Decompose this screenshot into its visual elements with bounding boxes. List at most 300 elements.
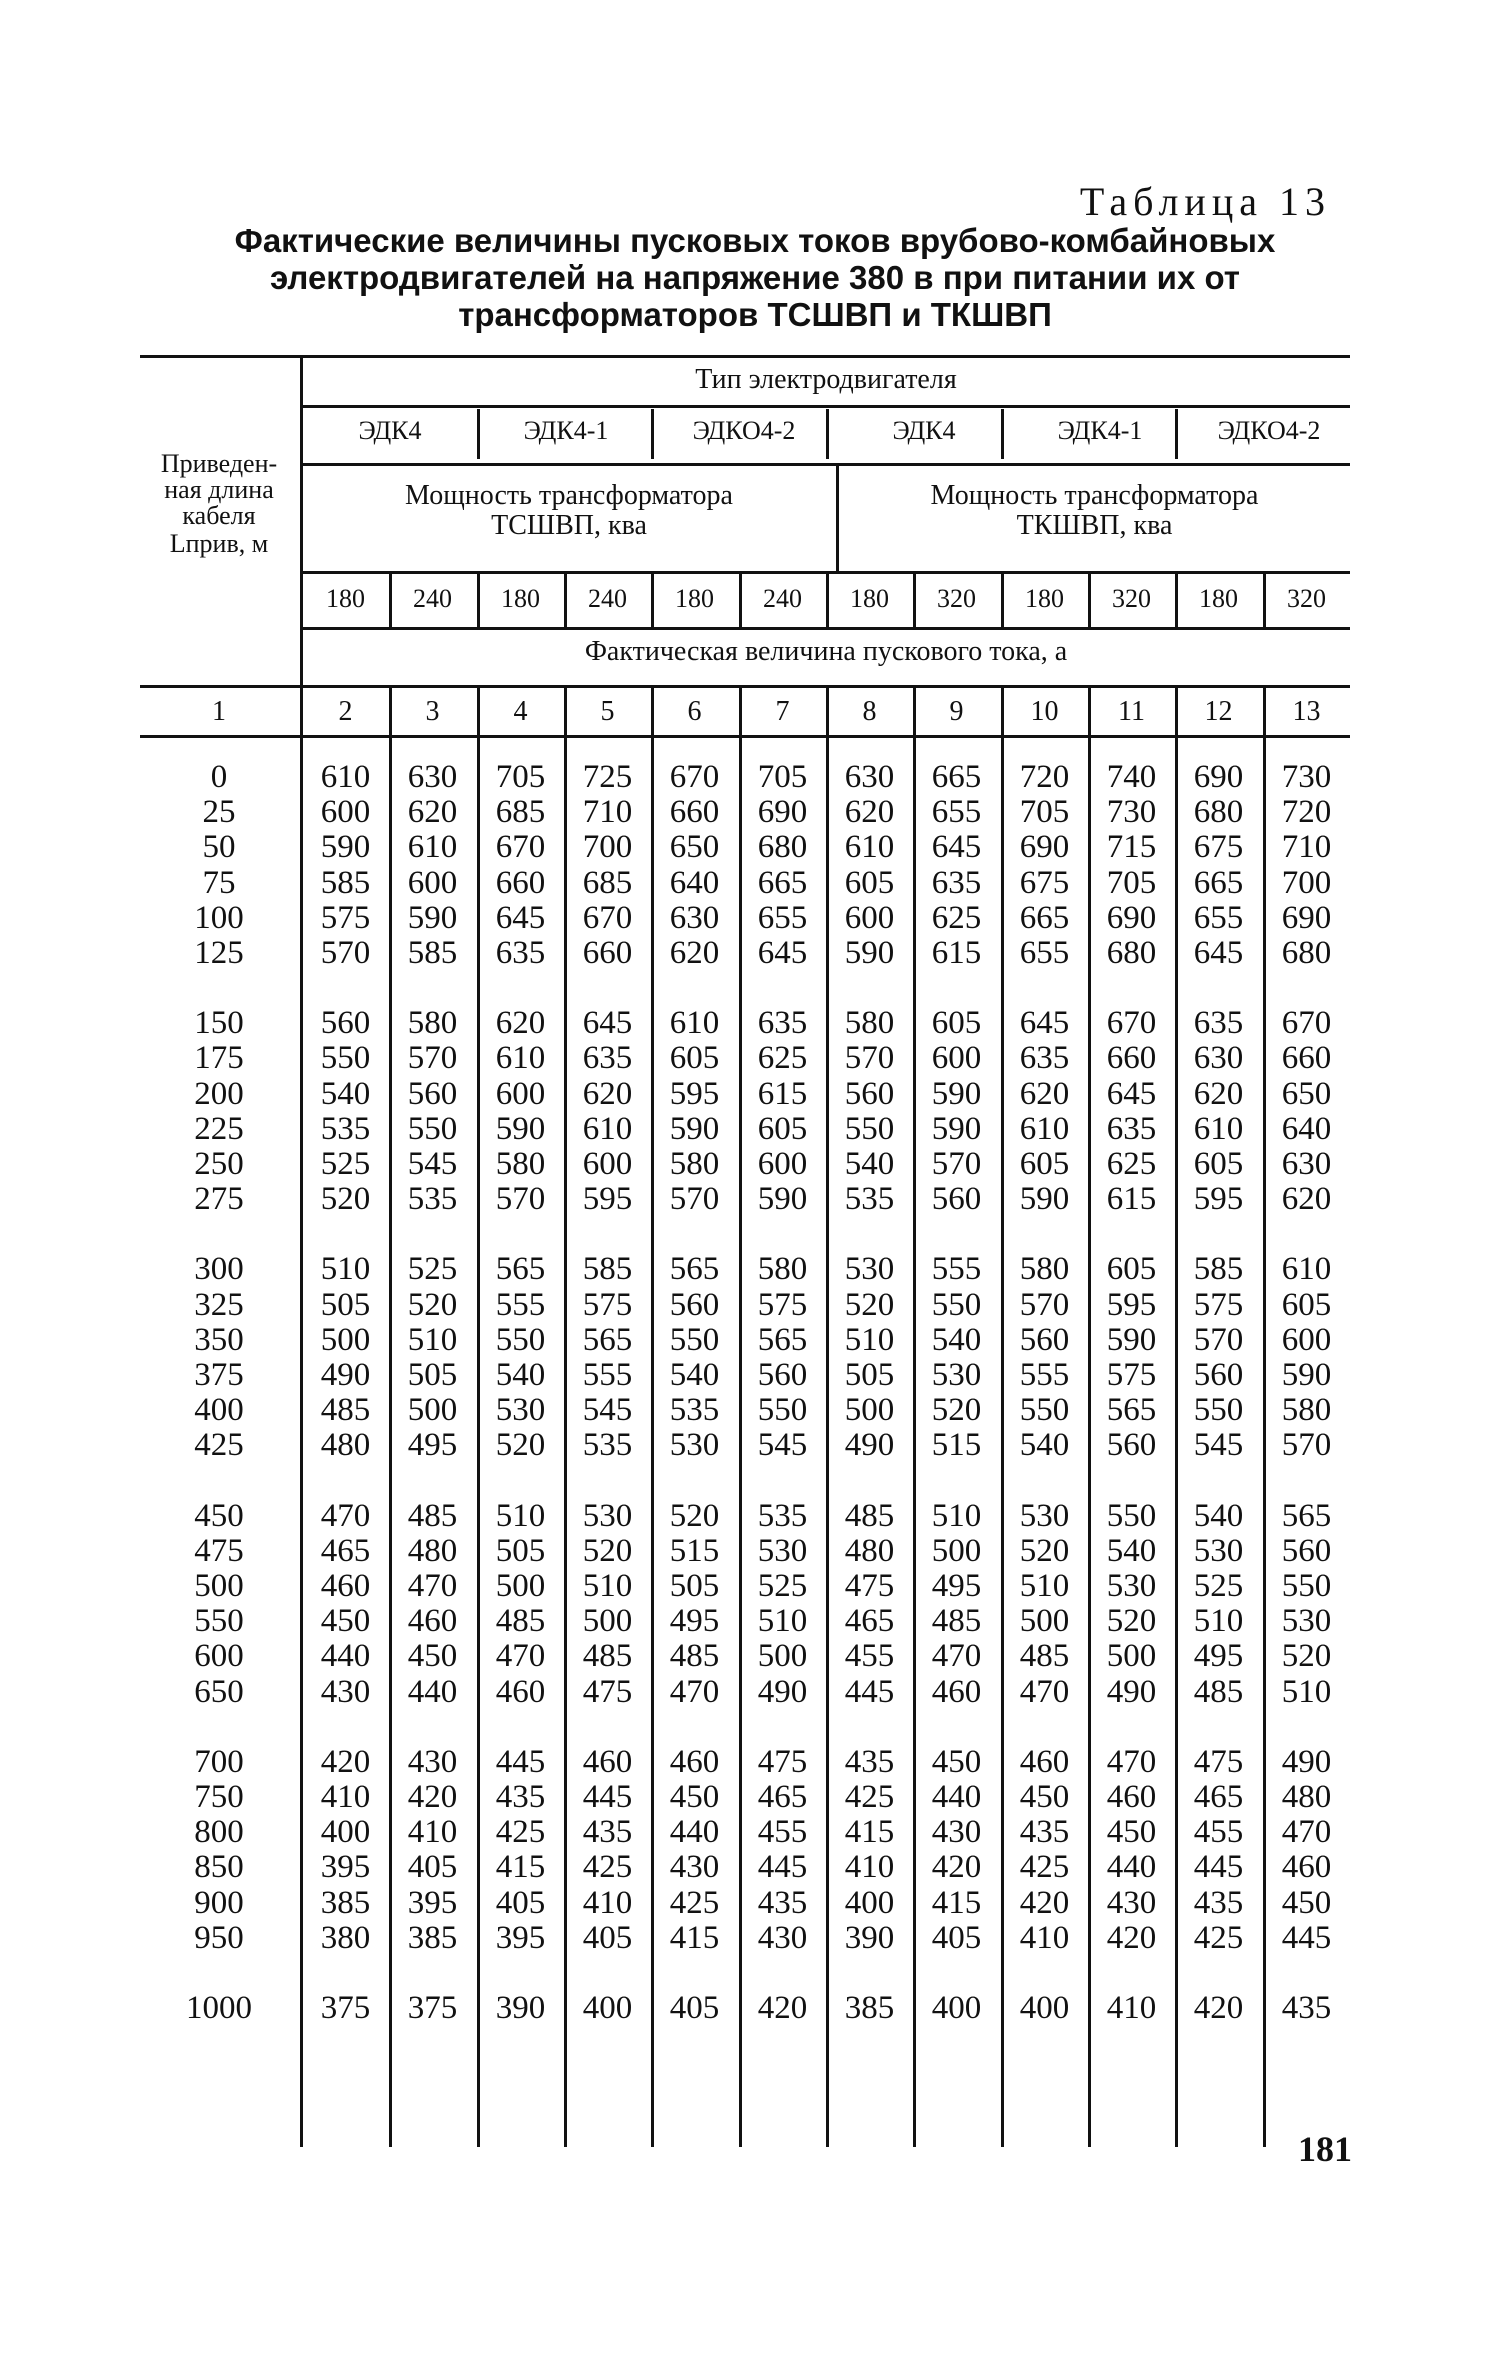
row-length: 950	[194, 1920, 244, 1956]
current-value: 580	[495, 1146, 546, 1182]
power-value: 240	[588, 584, 627, 613]
current-value: 555	[582, 1357, 633, 1393]
motor-name: ЭДК4	[358, 416, 422, 445]
row-length: 275	[194, 1181, 244, 1217]
current-value: 480	[407, 1533, 458, 1569]
row-length: 175	[194, 1040, 244, 1076]
column-number: 7	[775, 696, 790, 727]
current-value: 410	[1019, 1920, 1070, 1956]
current-value: 625	[757, 1040, 808, 1076]
current-value: 600	[757, 1146, 808, 1182]
current-value: 600	[320, 794, 371, 830]
current-value: 400	[320, 1814, 371, 1850]
current-value: 635	[1106, 1111, 1157, 1147]
current-value: 470	[495, 1638, 546, 1674]
power-value: 320	[937, 584, 976, 613]
current-value: 505	[320, 1287, 371, 1323]
current-value: 510	[407, 1322, 458, 1358]
current-value: 555	[495, 1287, 546, 1323]
current-value: 525	[407, 1251, 458, 1287]
current-value: 580	[844, 1005, 895, 1041]
row-length: 700	[194, 1744, 244, 1780]
current-value: 600	[844, 900, 895, 936]
current-value: 510	[844, 1322, 895, 1358]
current-value: 570	[407, 1040, 458, 1076]
power-value: 180	[1025, 584, 1064, 613]
current-value: 500	[320, 1322, 371, 1358]
current-value: 435	[1019, 1814, 1070, 1850]
current-value: 645	[931, 829, 982, 865]
current-value: 585	[407, 935, 458, 971]
current-value: 685	[582, 865, 633, 901]
motor-name: ЭДКО4-2	[692, 416, 796, 445]
row-length: 0	[210, 759, 228, 795]
current-value: 510	[931, 1498, 982, 1534]
current-value: 375	[320, 1990, 371, 2026]
current-value: 660	[495, 865, 546, 901]
current-value: 500	[844, 1392, 895, 1428]
row-length: 325	[194, 1287, 244, 1323]
current-value: 690	[1193, 759, 1244, 795]
current-value: 570	[1193, 1322, 1244, 1358]
current-value: 610	[407, 829, 458, 865]
current-value: 415	[669, 1920, 720, 1956]
current-value: 415	[495, 1849, 546, 1885]
motor-name: ЭДК4-1	[1057, 416, 1143, 445]
current-value: 390	[844, 1920, 895, 1956]
power-left-line1: Мощность трансформатора	[405, 480, 733, 511]
current-value: 535	[669, 1392, 720, 1428]
power-value: 320	[1112, 584, 1151, 613]
current-value: 590	[1019, 1181, 1070, 1217]
current-value: 650	[669, 829, 720, 865]
current-value: 660	[1281, 1040, 1332, 1076]
current-value: 415	[931, 1885, 982, 1921]
current-value: 535	[582, 1427, 633, 1463]
current-value: 630	[669, 900, 720, 936]
power-value: 240	[413, 584, 452, 613]
current-value: 425	[1019, 1849, 1070, 1885]
row-length: 75	[202, 865, 236, 901]
current-value: 590	[931, 1076, 982, 1112]
current-value: 460	[407, 1603, 458, 1639]
current-value: 590	[407, 900, 458, 936]
current-value: 575	[757, 1287, 808, 1323]
current-value: 405	[931, 1920, 982, 1956]
current-value: 670	[1106, 1005, 1157, 1041]
current-value: 590	[1281, 1357, 1332, 1393]
current-value: 610	[1193, 1111, 1244, 1147]
current-value: 580	[757, 1251, 808, 1287]
current-value: 515	[931, 1427, 982, 1463]
row-label-line4: Lприв, м	[169, 529, 269, 558]
current-value: 630	[1193, 1040, 1244, 1076]
current-value: 645	[757, 935, 808, 971]
column-number: 4	[513, 696, 528, 727]
current-value: 610	[495, 1040, 546, 1076]
current-value: 415	[844, 1814, 895, 1850]
current-value: 560	[669, 1287, 720, 1323]
current-value: 530	[757, 1533, 808, 1569]
current-value: 420	[757, 1990, 808, 2026]
current-value: 560	[1106, 1427, 1157, 1463]
current-value: 535	[407, 1181, 458, 1217]
current-value: 635	[582, 1040, 633, 1076]
current-value: 570	[495, 1181, 546, 1217]
current-value: 470	[1106, 1744, 1157, 1780]
current-value: 600	[931, 1040, 982, 1076]
current-value: 435	[1281, 1990, 1332, 2026]
current-value: 430	[757, 1920, 808, 1956]
current-value: 485	[844, 1498, 895, 1534]
current-value: 595	[582, 1181, 633, 1217]
current-value: 540	[1193, 1498, 1244, 1534]
current-value: 435	[1193, 1885, 1244, 1921]
power-right-line1: Мощность трансформатора	[930, 480, 1259, 511]
current-value: 435	[582, 1814, 633, 1850]
current-value: 670	[495, 829, 546, 865]
current-value: 440	[669, 1814, 720, 1850]
current-value: 550	[931, 1287, 982, 1323]
current-value: 540	[669, 1357, 720, 1393]
current-value: 615	[931, 935, 982, 971]
motor-type-label: Тип электродвигателя	[695, 364, 957, 395]
current-value: 430	[320, 1674, 371, 1710]
current-value: 620	[844, 794, 895, 830]
current-value: 490	[757, 1674, 808, 1710]
current-value: 480	[844, 1533, 895, 1569]
current-value: 525	[320, 1146, 371, 1182]
current-value: 680	[1281, 935, 1332, 971]
current-value: 680	[1193, 794, 1244, 830]
current-value: 500	[407, 1392, 458, 1428]
motor-name: ЭДК4-1	[523, 416, 609, 445]
current-value: 690	[757, 794, 808, 830]
current-value: 455	[757, 1814, 808, 1850]
power-value: 180	[850, 584, 889, 613]
current-value: 615	[1106, 1181, 1157, 1217]
row-length: 50	[202, 829, 236, 865]
current-value: 430	[669, 1849, 720, 1885]
current-value: 720	[1281, 794, 1332, 830]
current-value: 660	[1106, 1040, 1157, 1076]
current-value: 485	[1019, 1638, 1070, 1674]
current-value: 490	[1106, 1674, 1157, 1710]
current-value: 470	[931, 1638, 982, 1674]
power-value: 180	[675, 584, 714, 613]
current-value: 405	[669, 1990, 720, 2026]
current-value: 510	[320, 1251, 371, 1287]
current-value: 475	[1193, 1744, 1244, 1780]
current-value: 635	[1019, 1040, 1070, 1076]
current-value: 425	[844, 1779, 895, 1815]
current-value: 375	[407, 1990, 458, 2026]
current-value: 630	[407, 759, 458, 795]
row-label-line1: Приведен-	[160, 449, 278, 478]
current-value: 445	[1281, 1920, 1332, 1956]
row-length: 850	[194, 1849, 244, 1885]
current-value: 520	[1281, 1638, 1332, 1674]
current-value: 435	[757, 1885, 808, 1921]
column-number: 5	[600, 696, 615, 727]
current-value: 465	[1193, 1779, 1244, 1815]
rule-head-end	[140, 685, 1350, 688]
current-value: 590	[931, 1111, 982, 1147]
current-value: 605	[1281, 1287, 1332, 1323]
current-value: 730	[1106, 794, 1157, 830]
current-value: 655	[931, 794, 982, 830]
current-value: 715	[1106, 829, 1157, 865]
current-value: 585	[320, 865, 371, 901]
current-value: 410	[407, 1814, 458, 1850]
current-value: 465	[844, 1603, 895, 1639]
current-value: 540	[495, 1357, 546, 1393]
current-value: 530	[582, 1498, 633, 1534]
current-value: 550	[757, 1392, 808, 1428]
current-value: 490	[844, 1427, 895, 1463]
row-length: 400	[194, 1392, 244, 1428]
current-value: 530	[844, 1251, 895, 1287]
current-value: 475	[757, 1744, 808, 1780]
current-value: 475	[582, 1674, 633, 1710]
current-value: 550	[320, 1040, 371, 1076]
current-value: 385	[320, 1885, 371, 1921]
current-value: 635	[757, 1005, 808, 1041]
current-value: 560	[757, 1357, 808, 1393]
current-value: 440	[407, 1674, 458, 1710]
current-value: 570	[1019, 1287, 1070, 1323]
current-value: 450	[407, 1638, 458, 1674]
current-value: 490	[1281, 1744, 1332, 1780]
current-value: 450	[1281, 1885, 1332, 1921]
current-value: 545	[757, 1427, 808, 1463]
rule-motor	[302, 405, 1350, 408]
row-length: 25	[202, 794, 236, 830]
current-value: 520	[495, 1427, 546, 1463]
current-value: 495	[1193, 1638, 1244, 1674]
current-value: 700	[582, 829, 633, 865]
row-length: 1000	[186, 1990, 252, 2026]
rule-power	[302, 463, 1350, 466]
current-value: 480	[320, 1427, 371, 1463]
current-value: 430	[931, 1814, 982, 1850]
current-value: 500	[495, 1568, 546, 1604]
current-value: 640	[1281, 1111, 1332, 1147]
current-value: 655	[1019, 935, 1070, 971]
data-table	[140, 355, 1350, 2155]
power-value: 240	[763, 584, 802, 613]
row-length: 500	[194, 1568, 244, 1604]
current-value: 425	[1193, 1920, 1244, 1956]
current-value: 550	[495, 1322, 546, 1358]
current-value: 535	[757, 1498, 808, 1534]
current-value: 400	[931, 1990, 982, 2026]
current-value: 500	[757, 1638, 808, 1674]
row-length: 125	[194, 935, 244, 971]
current-value: 565	[1281, 1498, 1332, 1534]
current-value: 550	[844, 1111, 895, 1147]
current-value: 535	[320, 1111, 371, 1147]
current-value: 620	[1281, 1181, 1332, 1217]
current-value: 405	[582, 1920, 633, 1956]
current-value: 560	[844, 1076, 895, 1112]
current-value: 520	[1106, 1603, 1157, 1639]
current-value: 560	[407, 1076, 458, 1112]
current-value: 600	[582, 1146, 633, 1182]
row-length: 100	[194, 900, 244, 936]
current-value: 470	[1019, 1674, 1070, 1710]
current-value: 485	[1193, 1674, 1244, 1710]
rule-top	[140, 355, 1350, 358]
row-length: 375	[194, 1357, 244, 1393]
current-value: 450	[1019, 1779, 1070, 1815]
current-value: 540	[844, 1146, 895, 1182]
current-value: 565	[1106, 1392, 1157, 1428]
current-value: 485	[582, 1638, 633, 1674]
current-value: 455	[844, 1638, 895, 1674]
current-value: 590	[757, 1181, 808, 1217]
row-length: 650	[194, 1674, 244, 1710]
current-value: 690	[1106, 900, 1157, 936]
row-length: 425	[194, 1427, 244, 1463]
current-value: 420	[1019, 1885, 1070, 1921]
column-number: 11	[1118, 696, 1145, 727]
current-value: 630	[844, 759, 895, 795]
current-value: 540	[320, 1076, 371, 1112]
current-value: 420	[931, 1849, 982, 1885]
current-value: 590	[844, 935, 895, 971]
current-value: 705	[757, 759, 808, 795]
current-value: 605	[1019, 1146, 1070, 1182]
current-value: 540	[931, 1322, 982, 1358]
current-value: 545	[407, 1146, 458, 1182]
current-value: 460	[582, 1744, 633, 1780]
current-value: 470	[1281, 1814, 1332, 1850]
power-value: 180	[501, 584, 540, 613]
current-value: 510	[582, 1568, 633, 1604]
current-value: 505	[844, 1357, 895, 1393]
current-value: 575	[1193, 1287, 1244, 1323]
current-value: 655	[1193, 900, 1244, 936]
current-value: 520	[582, 1533, 633, 1569]
column-number: 9	[949, 696, 964, 727]
current-value: 450	[931, 1744, 982, 1780]
current-value: 485	[320, 1392, 371, 1428]
current-value: 445	[582, 1779, 633, 1815]
current-value: 690	[1281, 900, 1332, 936]
current-value: 460	[1281, 1849, 1332, 1885]
current-value: 625	[1106, 1146, 1157, 1182]
current-value: 385	[407, 1920, 458, 1956]
motor-name: ЭДК4	[892, 416, 956, 445]
current-value: 570	[320, 935, 371, 971]
current-value: 705	[495, 759, 546, 795]
current-value: 450	[320, 1603, 371, 1639]
current-value: 620	[1193, 1076, 1244, 1112]
current-value: 465	[757, 1779, 808, 1815]
current-value: 600	[1281, 1322, 1332, 1358]
power-value: 180	[1199, 584, 1238, 613]
column-number: 6	[687, 696, 702, 727]
current-value: 645	[1019, 1005, 1070, 1041]
current-value: 465	[320, 1533, 371, 1569]
current-value: 565	[582, 1322, 633, 1358]
current-value: 445	[757, 1849, 808, 1885]
current-value: 570	[669, 1181, 720, 1217]
current-value: 460	[1019, 1744, 1070, 1780]
current-value: 540	[1019, 1427, 1070, 1463]
current-value: 610	[669, 1005, 720, 1041]
current-value: 525	[1193, 1568, 1244, 1604]
row-length: 475	[194, 1533, 244, 1569]
current-value: 610	[1019, 1111, 1070, 1147]
current-value: 395	[407, 1885, 458, 1921]
current-value: 635	[495, 935, 546, 971]
current-value: 515	[669, 1533, 720, 1569]
current-value: 660	[669, 794, 720, 830]
current-value: 580	[1019, 1251, 1070, 1287]
current-value: 500	[582, 1603, 633, 1639]
current-value: 670	[669, 759, 720, 795]
current-value: 635	[1193, 1005, 1244, 1041]
current-value: 645	[1106, 1076, 1157, 1112]
current-value: 740	[1106, 759, 1157, 795]
current-value: 410	[320, 1779, 371, 1815]
current-value: 475	[844, 1568, 895, 1604]
current-value: 520	[669, 1498, 720, 1534]
current-value: 565	[757, 1322, 808, 1358]
current-value: 405	[495, 1885, 546, 1921]
current-value: 430	[407, 1744, 458, 1780]
current-value: 690	[1019, 829, 1070, 865]
current-value: 510	[757, 1603, 808, 1639]
current-value: 650	[1281, 1076, 1332, 1112]
row-length: 450	[194, 1498, 244, 1534]
current-value: 620	[495, 1005, 546, 1041]
column-number: 1	[212, 696, 226, 727]
current-value: 510	[1193, 1603, 1244, 1639]
current-value: 610	[1281, 1251, 1332, 1287]
current-value: 665	[931, 759, 982, 795]
current-value: 485	[407, 1498, 458, 1534]
current-value: 530	[669, 1427, 720, 1463]
current-value: 400	[582, 1990, 633, 2026]
current-value: 730	[1281, 759, 1332, 795]
current-value: 580	[407, 1005, 458, 1041]
current-value: 410	[1106, 1990, 1157, 2026]
current-value: 520	[844, 1287, 895, 1323]
current-value: 600	[495, 1076, 546, 1112]
current-value: 625	[931, 900, 982, 936]
current-value: 670	[1281, 1005, 1332, 1041]
current-value: 545	[1193, 1427, 1244, 1463]
row-length: 200	[194, 1076, 244, 1112]
current-value: 575	[320, 900, 371, 936]
current-value: 680	[757, 829, 808, 865]
current-value: 530	[1106, 1568, 1157, 1604]
current-value: 555	[1019, 1357, 1070, 1393]
current-value: 440	[1106, 1849, 1157, 1885]
row-length: 150	[194, 1005, 244, 1041]
current-value: 550	[407, 1111, 458, 1147]
column-number: 12	[1204, 696, 1233, 727]
current-value: 445	[1193, 1849, 1244, 1885]
current-value: 555	[931, 1251, 982, 1287]
current-value: 505	[495, 1533, 546, 1569]
current-value: 550	[1193, 1392, 1244, 1428]
current-value: 545	[582, 1392, 633, 1428]
current-value: 500	[1019, 1603, 1070, 1639]
